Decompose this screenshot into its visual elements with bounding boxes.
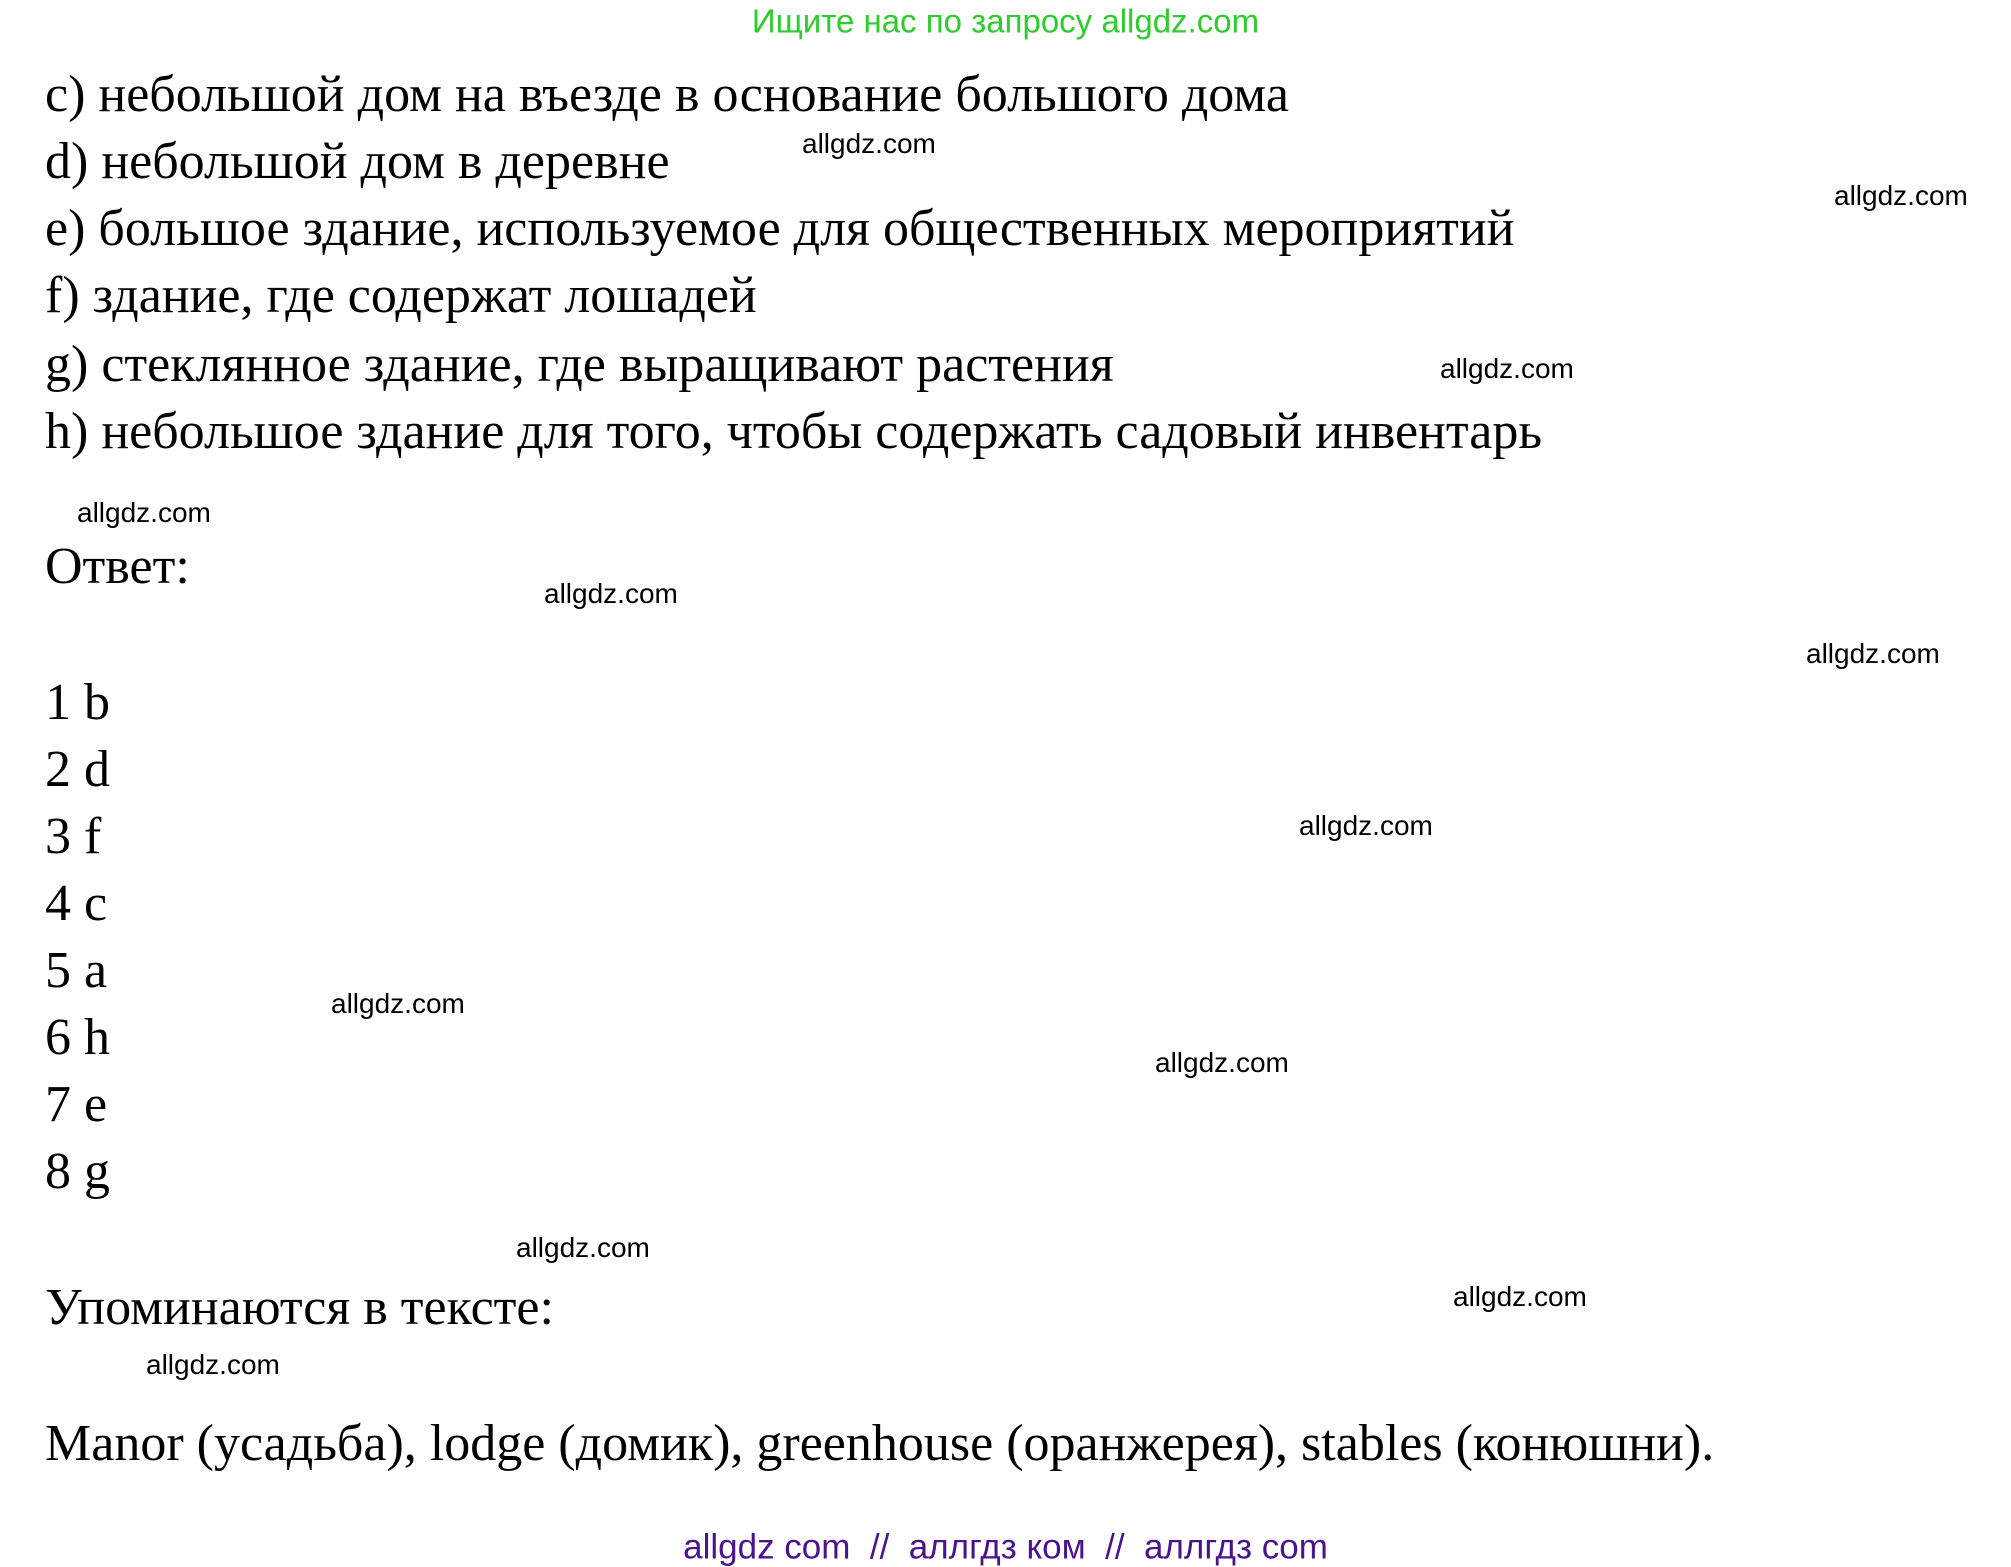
answer-heading: Ответ:: [45, 538, 190, 595]
watermark: allgdz.com: [1834, 180, 1968, 211]
watermark: allgdz.com: [544, 578, 678, 609]
definition-h: h) небольшое здание для того, чтобы содержать садовый инвентарь: [45, 403, 1543, 460]
definition-e: e) большое здание, используемое для общественных мероприятий: [45, 200, 1515, 257]
watermark: allgdz.com: [1806, 638, 1940, 669]
watermark: allgdz.com: [77, 497, 211, 528]
watermark: allgdz.com: [516, 1232, 650, 1263]
definition-c: c) небольшой дом на въезде в основание большого дома: [45, 66, 1289, 123]
watermark: allgdz.com: [146, 1349, 280, 1380]
answer-item: 6 h: [45, 1009, 110, 1066]
definition-d: d) небольшой дом в деревне: [45, 133, 670, 190]
answer-item: 2 d: [45, 741, 110, 798]
answer-item: 5 a: [45, 942, 108, 999]
answer-item: 4 c: [45, 875, 108, 932]
answer-item: 7 e: [45, 1076, 108, 1133]
watermark: allgdz.com: [1440, 353, 1574, 384]
mentioned-heading: Упоминаются в тексте:: [45, 1279, 554, 1336]
watermark: allgdz.com: [1299, 810, 1433, 841]
definition-g: g) стеклянное здание, где выращивают растения: [45, 336, 1114, 393]
watermark: allgdz.com: [802, 128, 936, 159]
watermark: allgdz.com: [1155, 1047, 1289, 1078]
mentioned-text: Manor (усадьба), lodge (домик), greenhouse (оранжерея), stables (конюшни).: [45, 1415, 1715, 1472]
definition-f: f) здание, где содержат лошадей: [45, 267, 757, 324]
search-banner: Ищите нас по запросу allgdz.com: [751, 2, 1260, 40]
watermark: allgdz.com: [331, 988, 465, 1019]
watermark: allgdz.com: [1453, 1281, 1587, 1312]
answer-item: 1 b: [45, 674, 110, 731]
answer-item: 8 g: [45, 1143, 110, 1200]
footer-links: allgdz com // аллгдз ком // аллгдз com: [683, 1527, 1328, 1567]
answer-item: 3 f: [45, 808, 102, 865]
